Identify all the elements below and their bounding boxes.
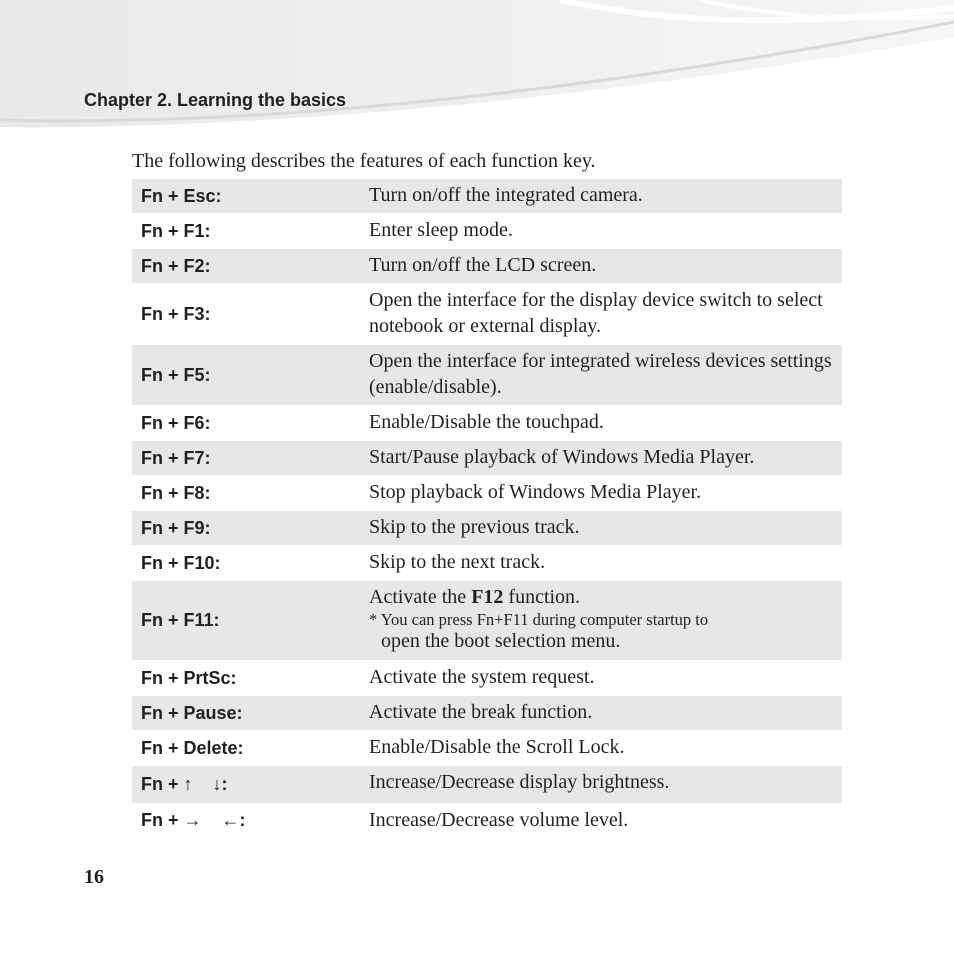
key-combo: Fn + F11:	[141, 610, 220, 630]
footnote-continuation: open the boot selection menu.	[381, 630, 621, 652]
table-row	[132, 766, 842, 803]
function-key-table	[132, 179, 842, 839]
header-decoration	[0, 0, 954, 140]
table-row	[132, 661, 842, 695]
key-description: Enable/Disable the touchpad.	[369, 411, 604, 433]
key-description: Start/Pause playback of Windows Media Player.	[369, 446, 755, 468]
table-row	[132, 441, 842, 475]
key-description	[369, 581, 842, 660]
table-row	[132, 804, 842, 838]
footnote: * You can press Fn+F11 during computer startup to	[369, 610, 709, 629]
key-combo: Fn + F6:	[141, 412, 211, 433]
key-combo: Fn + F2:	[141, 255, 211, 276]
table-row	[132, 214, 842, 248]
table-row	[132, 696, 842, 730]
key-combo: Fn + Pause:	[141, 702, 243, 723]
key-combo: Fn + F9:	[141, 517, 211, 538]
key-description: Activate the system request.	[369, 666, 595, 688]
table-row	[132, 406, 842, 440]
table-row	[132, 249, 842, 283]
intro-text: The following describes the features of each function key.	[132, 150, 596, 172]
table-row	[132, 476, 842, 510]
key-description: Open the interface for the display device switch to select notebook or external display.	[369, 289, 823, 337]
table-row	[132, 511, 842, 545]
key-combo: Fn + → ←:	[141, 810, 246, 830]
table-row	[132, 546, 842, 580]
key-description: Turn on/off the LCD screen.	[369, 254, 597, 276]
key-combo: Fn + F3:	[141, 303, 211, 324]
chapter-title: Chapter 2. Learning the basics	[84, 90, 347, 110]
key-combo: Fn + F5:	[141, 364, 211, 385]
table-row	[132, 345, 842, 405]
desc-suffix: function.	[503, 586, 581, 608]
key-description: Open the interface for integrated wireless devices settings (enable/disable).	[369, 350, 832, 398]
key-description: Activate the break function.	[369, 701, 593, 723]
key-combo: Fn + PrtSc:	[141, 667, 237, 688]
key-combo: Fn + F7:	[141, 447, 211, 468]
key-description: Enable/Disable the Scroll Lock.	[369, 736, 625, 758]
table-row	[132, 284, 842, 344]
key-combo: Fn + F8:	[141, 482, 211, 503]
table-row	[132, 581, 842, 660]
desc-bold-key: F12	[471, 586, 504, 608]
key-description: Turn on/off the integrated camera.	[369, 184, 643, 206]
key-combo: Fn + F10:	[141, 552, 221, 573]
key-description: Stop playback of Windows Media Player.	[369, 481, 702, 503]
page-number: 16	[84, 866, 104, 888]
key-combo: Fn + Esc:	[141, 185, 222, 206]
key-combo: Fn + F1:	[141, 220, 211, 241]
key-description: Skip to the next track.	[369, 551, 546, 573]
table-row	[132, 179, 842, 213]
key-description: Increase/Decrease volume level.	[369, 809, 629, 831]
key-description: Enter sleep mode.	[369, 219, 513, 241]
key-combo: Fn + Delete:	[141, 737, 244, 758]
table-row	[132, 731, 842, 765]
key-description: Skip to the previous track.	[369, 516, 580, 538]
desc-prefix: Activate the	[369, 586, 472, 608]
key-description: Increase/Decrease display brightness.	[369, 771, 670, 793]
key-combo: Fn + ↑ ↓:	[141, 774, 228, 794]
